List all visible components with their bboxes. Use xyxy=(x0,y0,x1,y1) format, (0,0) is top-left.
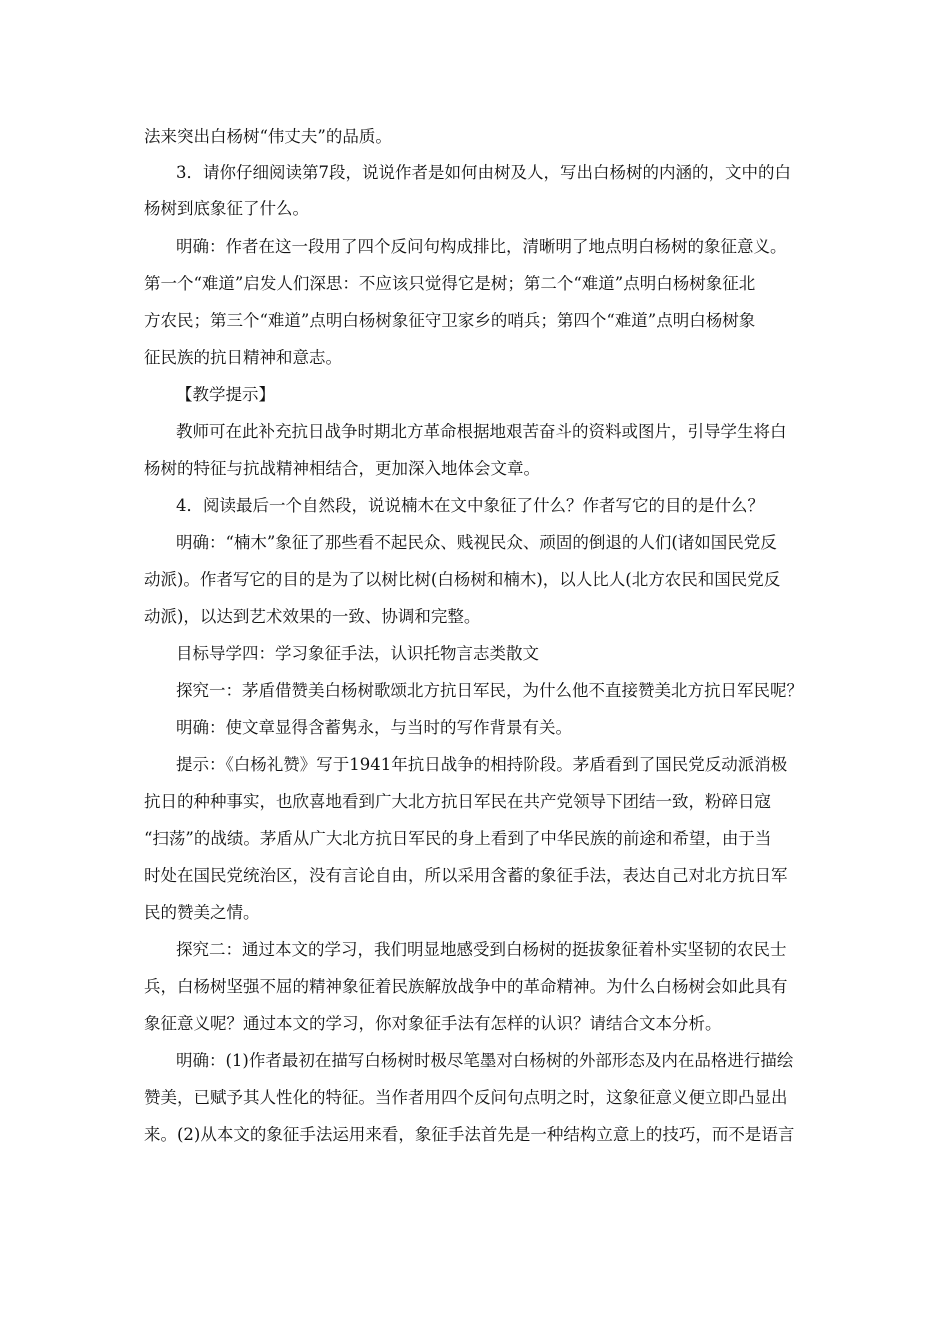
paragraph-line: 方农民；第三个“难道”点明白杨树象征守卫家乡的哨兵；第四个“难道”点明白杨树象 xyxy=(144,311,756,330)
paragraph-line: 动派)，以达到艺术效果的一致、协调和完整。 xyxy=(144,607,481,626)
paragraph-line: 抗日的种种事实，也欣喜地看到广大北方抗日军民在共产党领导下团结一致，粉碎日寇 xyxy=(144,792,771,811)
paragraph-line: 明确：(1)作者最初在描写白杨树时极尽笔墨对白杨树的外部形态及内在品格进行描绘 xyxy=(176,1051,794,1070)
paragraph-line: 教师可在此补充抗日战争时期北方革命根据地艰苦奋斗的资料或图片，引导学生将白 xyxy=(176,422,787,441)
paragraph-line: 3．请你仔细阅读第7段，说说作者是如何由树及人，写出白杨树的内涵的，文中的白 xyxy=(176,163,791,182)
paragraph-line: 兵，白杨树坚强不屈的精神象征着民族解放战争中的革命精神。为什么白杨树会如此具有 xyxy=(144,977,788,996)
section-heading: 目标导学四：学习象征手法，认识托物言志类散文 xyxy=(176,644,539,663)
paragraph-line: 杨树的特征与抗战精神相结合，更加深入地体会文章。 xyxy=(144,459,540,478)
paragraph-line: “扫荡”的战绩。茅盾从广大北方抗日军民的身上看到了中华民族的前途和希望，由于当 xyxy=(144,829,772,848)
paragraph-line: 时处在国民党统治区，没有言论自由，所以采用含蓄的象征手法，表达自己对北方抗日军 xyxy=(144,866,788,885)
paragraph-line: 征民族的抗日精神和意志。 xyxy=(144,348,342,367)
paragraph-line: 探究一：茅盾借赞美白杨树歌颂北方抗日军民，为什么他不直接赞美北方抗日军民呢？ xyxy=(176,681,803,700)
paragraph-line: 提示：《白杨礼赞》写于1941年抗日战争的相持阶段。茅盾看到了国民党反动派消极 xyxy=(176,755,788,774)
paragraph-line: 来。(2)从本文的象征手法运用来看，象征手法首先是一种结构立意上的技巧，而不是语言 xyxy=(144,1125,795,1144)
paragraph-line: 民的赞美之情。 xyxy=(144,903,260,922)
section-heading: 【教学提示】 xyxy=(176,385,275,404)
paragraph-line: 赞美，已赋予其人性化的特征。当作者用四个反问句点明之时，这象征意义便立即凸显出 xyxy=(144,1088,788,1107)
paragraph-line: 明确：作者在这一段用了四个反问句构成排比，清晰明了地点明白杨树的象征意义。 xyxy=(176,237,787,256)
paragraph-line: 探究二：通过本文的学习，我们明显地感受到白杨树的挺拔象征着朴实坚韧的农民士 xyxy=(176,940,787,959)
paragraph-line: 明确：使文章显得含蓄隽永，与当时的写作背景有关。 xyxy=(176,718,572,737)
paragraph-line: 象征意义呢？通过本文的学习，你对象征手法有怎样的认识？请结合文本分析。 xyxy=(144,1014,722,1033)
paragraph-line: 动派)。作者写它的目的是为了以树比树(白杨树和楠木)，以人比人(北方农民和国民党反 xyxy=(144,570,781,589)
paragraph-line: 4．阅读最后一个自然段，说说楠木在文中象征了什么？作者写它的目的是什么？ xyxy=(176,496,764,515)
paragraph-line: 杨树到底象征了什么。 xyxy=(144,199,309,218)
paragraph-line: 明确：“楠木”象征了那些看不起民众、贱视民众、顽固的倒退的人们(诸如国民党反 xyxy=(176,533,777,552)
paragraph-line: 第一个“难道”启发人们深思：不应该只觉得它是树；第二个“难道”点明白杨树象征北 xyxy=(144,274,756,293)
paragraph-line: 法来突出白杨树“伟丈夫”的品质。 xyxy=(144,127,392,146)
